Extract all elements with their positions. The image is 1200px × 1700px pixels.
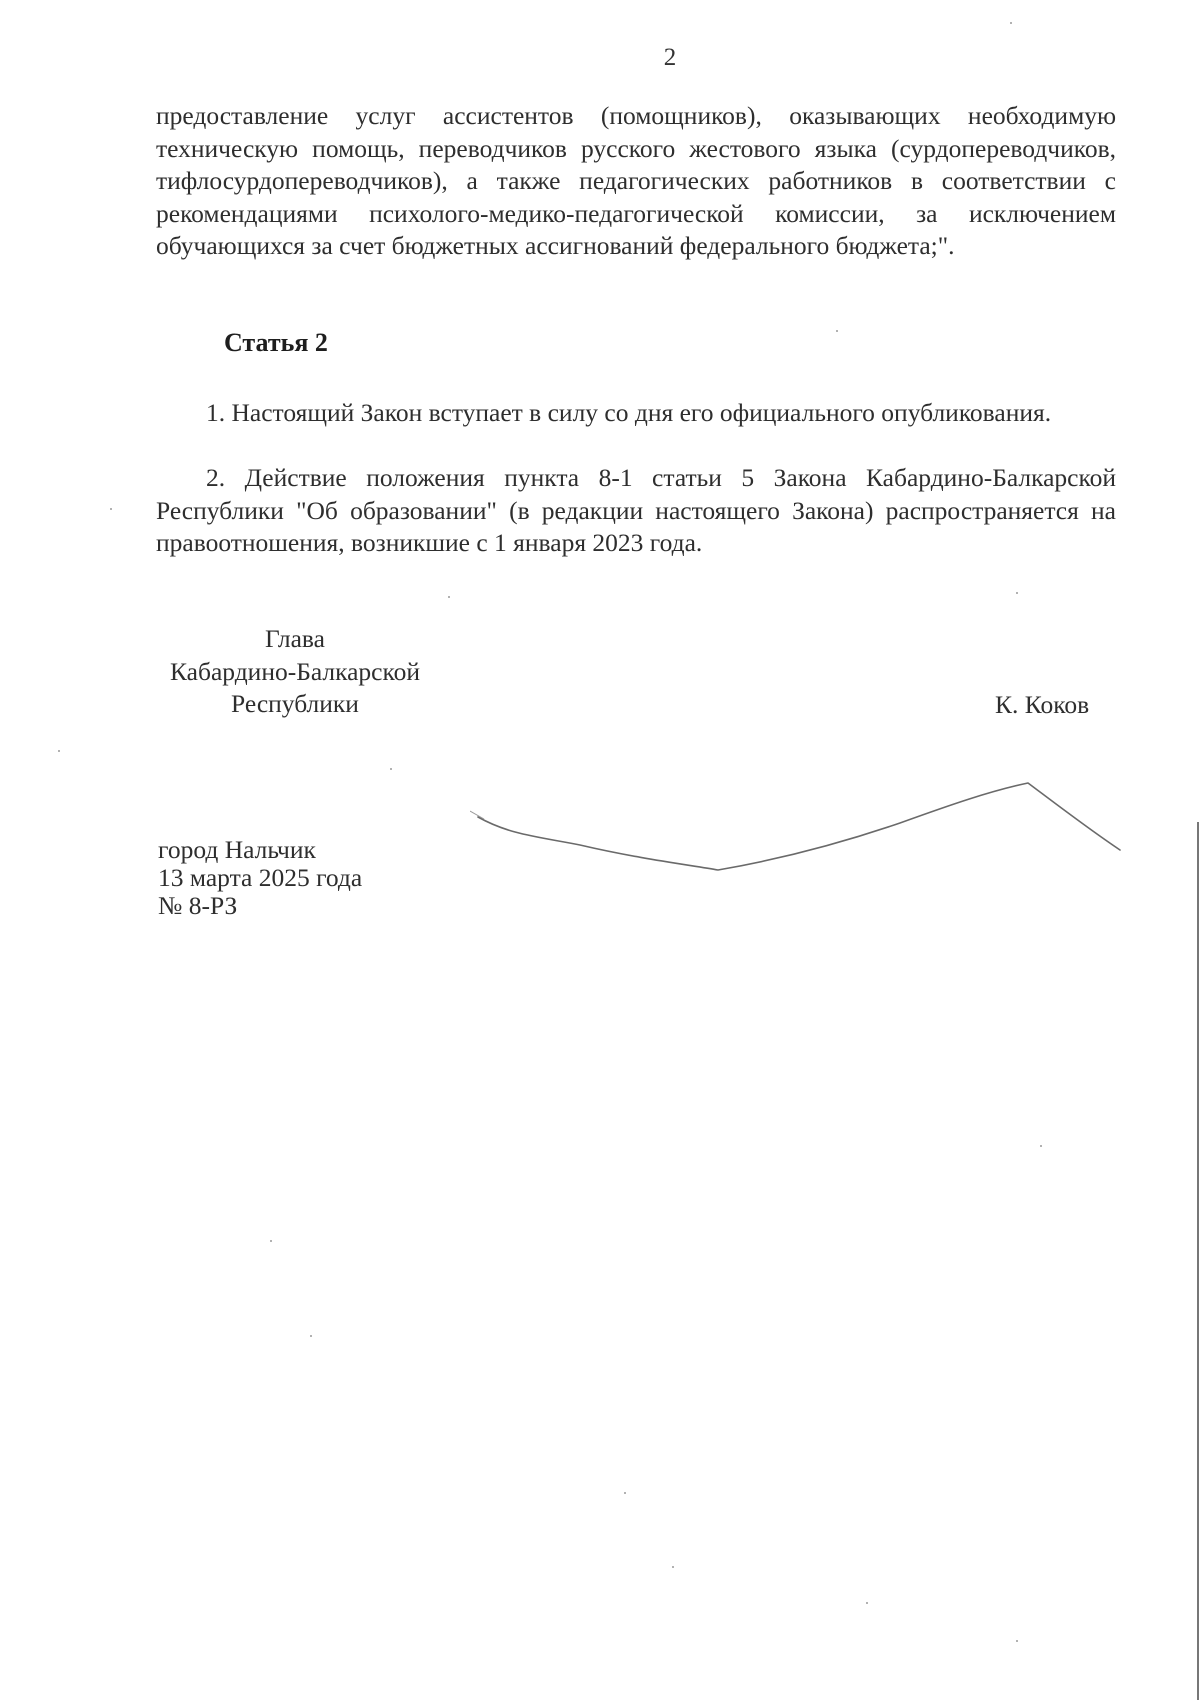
scan-speck	[390, 768, 392, 770]
scan-speck	[270, 1240, 272, 1242]
signer-title-line: Республики	[231, 689, 359, 718]
scan-speck	[672, 1566, 674, 1568]
scan-speck	[1010, 22, 1012, 24]
signing-date: 13 марта 2025 года	[158, 863, 363, 892]
scan-speck	[1040, 1145, 1042, 1147]
scan-speck	[836, 330, 838, 332]
city: город Нальчик	[158, 835, 316, 864]
scan-speck	[310, 1335, 312, 1337]
article-1-continuation: предоставление услуг ассистентов (помощников), оказывающих необходимую техническую помощь, переводчиков русского жестового языка (сурдопереводчиков, тифлосурдопереводчиков), а также педагогических работников в соответствии с рекомендациями психолого-медико-педагогической комиссии, за исключением обучающихся за счет бюджетных ассигнований федерального бюджета;".	[156, 101, 1116, 260]
signer-name: К. Коков	[995, 690, 1090, 719]
scan-speck	[866, 1602, 868, 1604]
signer-title	[150, 623, 440, 721]
law-number: № 8-РЗ	[158, 891, 238, 920]
clause-2: 2. Действие положения пункта 8-1 статьи 5 Закона Кабардино-Балкарской Республики "Об образовании" (в редакции настоящего Закона) распространяется на правоотношения, возникшие с 1 января 2023 года.	[156, 463, 1116, 557]
article-heading: Статья 2	[224, 328, 328, 357]
signer-title-line: Кабардино-Балкарской	[170, 656, 420, 686]
scan-speck	[1016, 592, 1018, 594]
place-date-block	[158, 836, 362, 920]
signature-stroke	[470, 775, 1190, 905]
scan-speck	[58, 750, 60, 752]
scan-speck	[1016, 1640, 1018, 1642]
page-number: 2	[663, 44, 677, 71]
signer-title-line: Глава	[265, 624, 325, 653]
scan-edge-line	[1197, 822, 1199, 1700]
scan-speck	[110, 508, 112, 510]
scan-speck	[448, 596, 450, 598]
scan-speck	[624, 1492, 626, 1494]
clause-1: 1. Настоящий Закон вступает в силу со дня его официального опубликования.	[206, 398, 1052, 427]
